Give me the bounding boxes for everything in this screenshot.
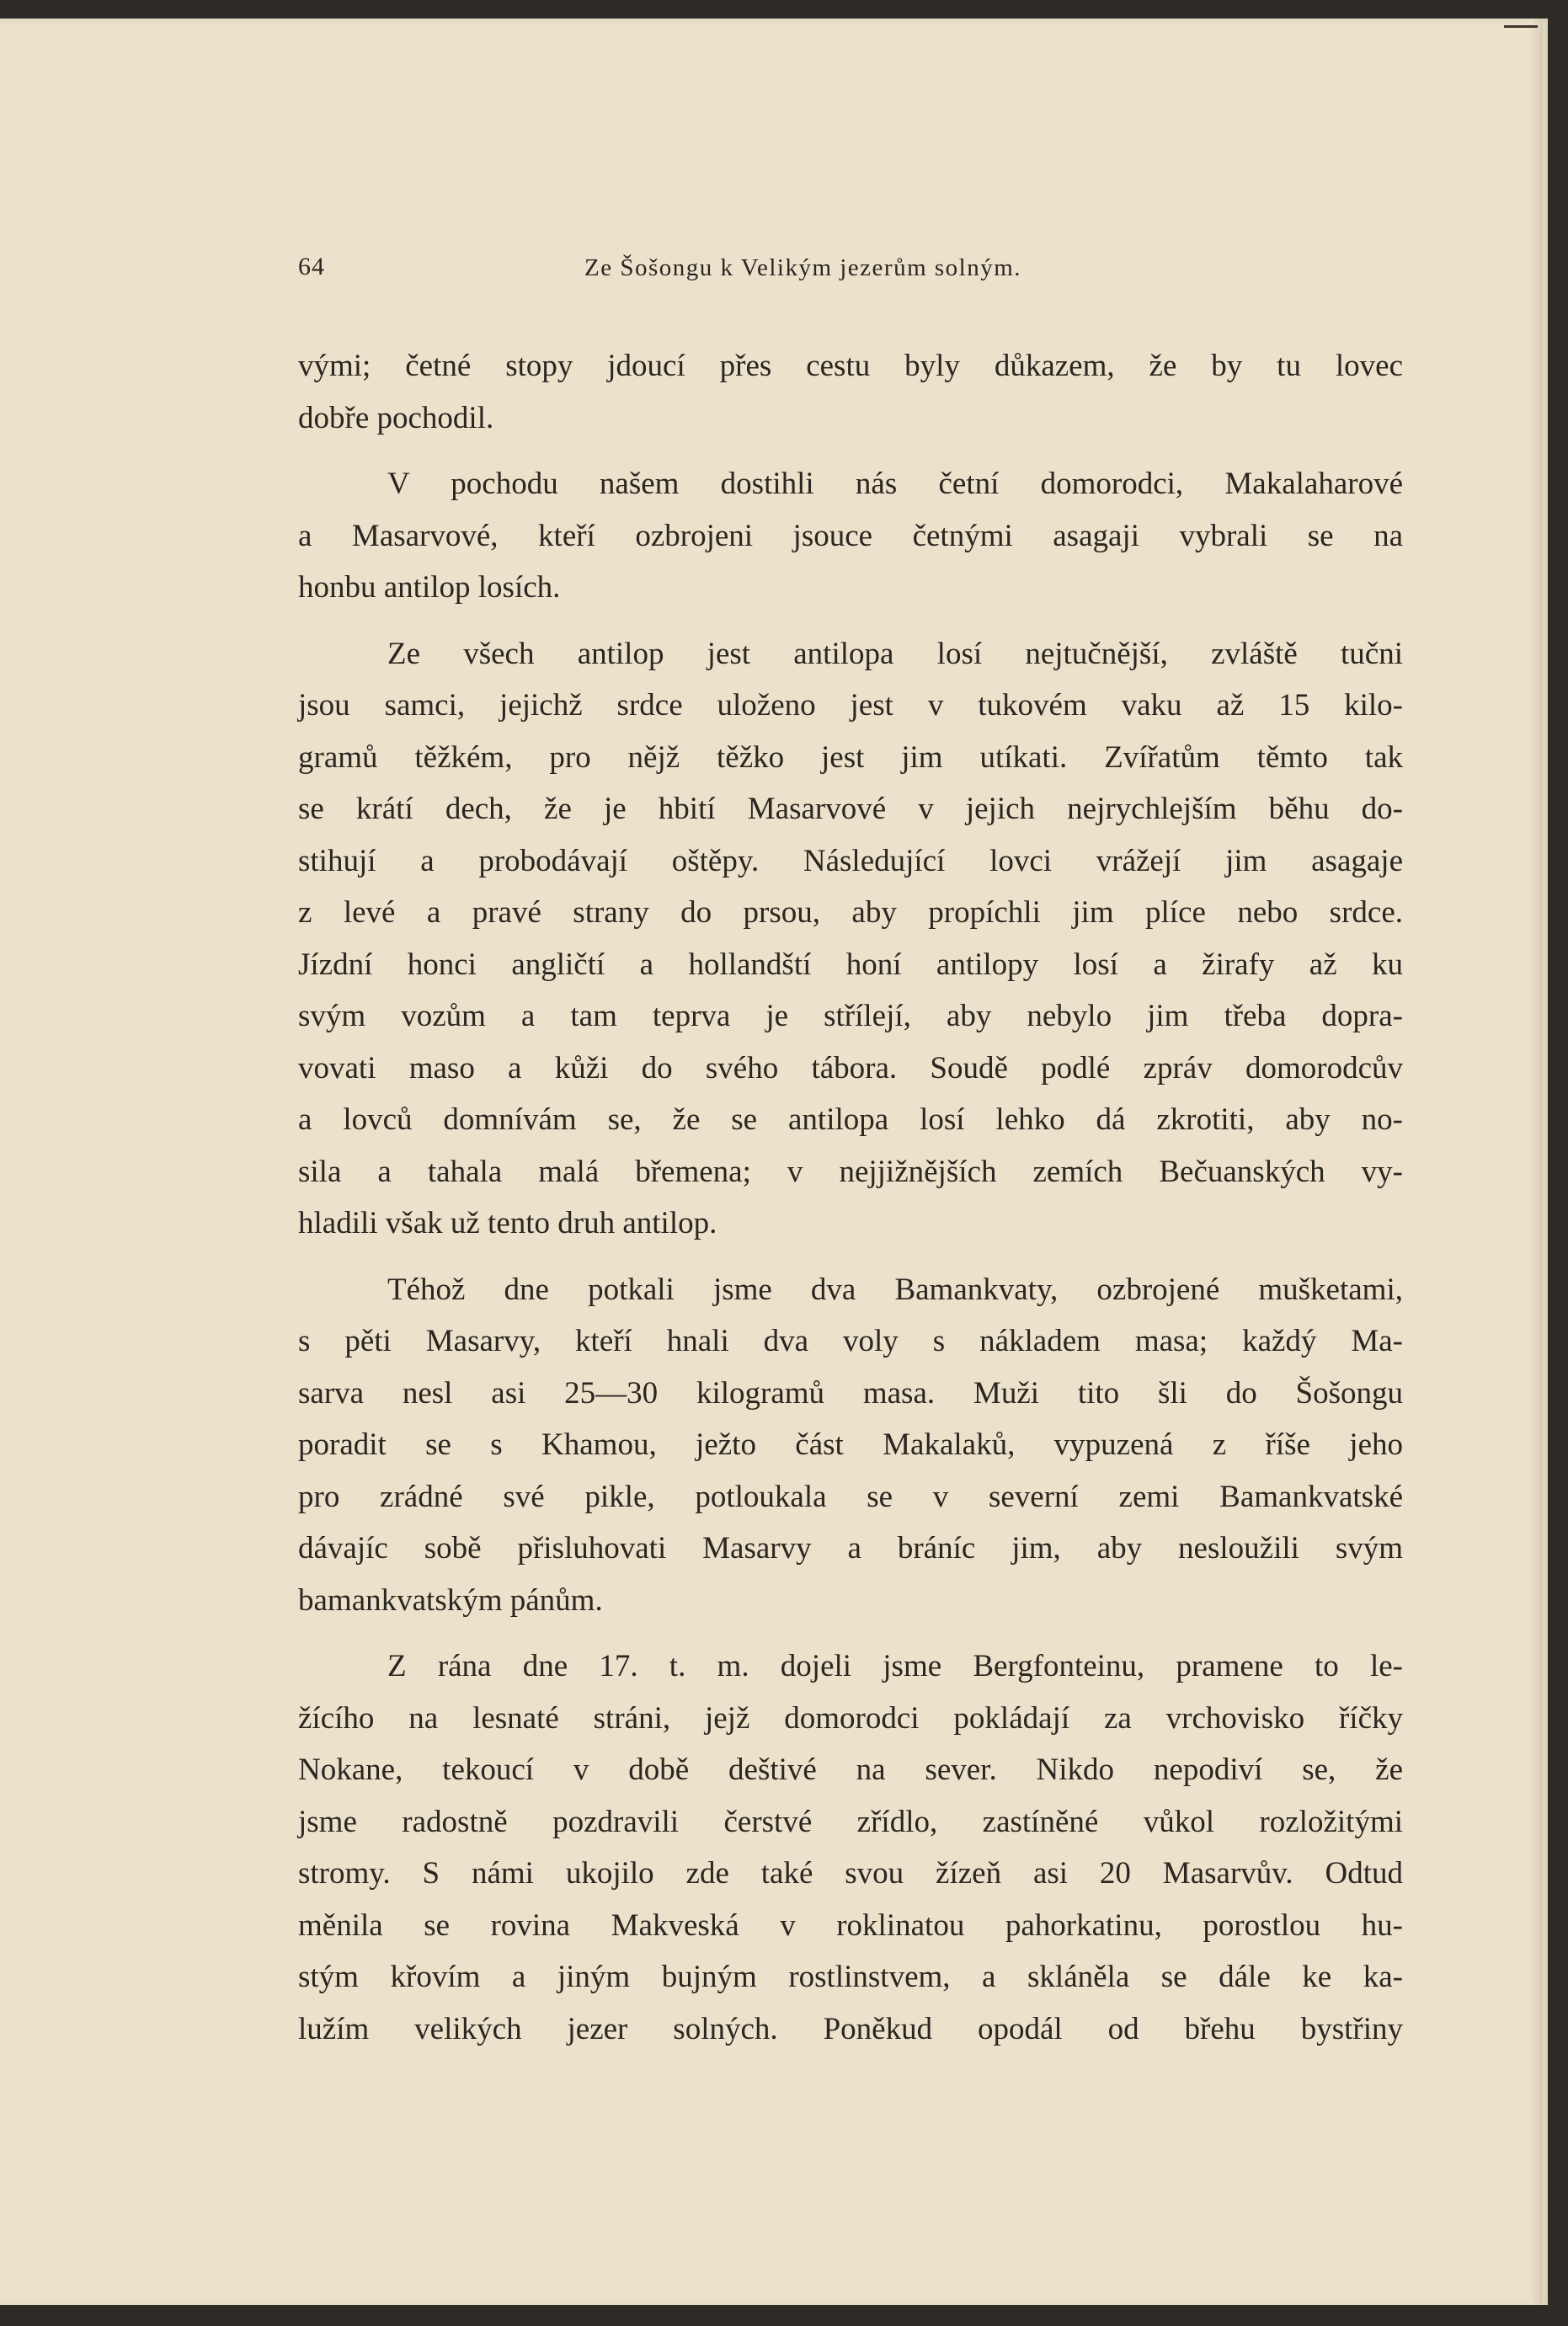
text-line: měnila se rovina Makveská v roklinatou pahorkatinu, porostlou hu- <box>298 1907 1403 1943</box>
page-header <box>298 253 1411 286</box>
text-line: stým křovím a jiným bujným rostlinstvem, a skláněla se dále ke ka- <box>298 1960 1403 1994</box>
paragraph-2 <box>298 458 1403 614</box>
text-line: se krátí dech, že je hbití Masarvové v jejich nejrychlejším běhu do- <box>298 792 1403 826</box>
text-line: poradit se s Khamou, ježto část Makalaků, vypuzená z říše jeho <box>298 1427 1403 1462</box>
text-line: V pochodu našem dostihli nás četní domorodci, Makalaharové <box>387 467 1403 501</box>
text-line: vými; četné stopy jdoucí přes cestu byly důkazem, že by tu lovec <box>298 349 1403 383</box>
paragraph-3 <box>298 628 1403 1250</box>
text-line: Z rána dne 17. t. m. dojeli jsme Bergfonteinu, pramene to le- <box>387 1649 1403 1683</box>
page-number: 64 <box>298 253 325 280</box>
page-edge <box>1529 19 1543 2305</box>
text-line: Téhož dne potkali jsme dva Bamankvaty, ozbrojené mušketami, <box>387 1272 1403 1307</box>
text-line: hladili však už tento druh antilop. <box>298 1206 717 1240</box>
text-line: Ze všech antilop jest antilopa losí nejtučnější, zvláště tučni <box>387 636 1403 671</box>
text-line: s pěti Masarvy, kteří hnali dva voly s nákladem masa; každý Ma- <box>298 1324 1403 1358</box>
text-line: vovati maso a kůži do svého tábora. Soudě podlé zpráv domorodcův <box>298 1050 1403 1086</box>
text-line: z levé a pravé strany do prsou, aby propíchli jim plíce nebo srdce. <box>298 895 1403 930</box>
text-line: Nokane, tekoucí v době deštivé na sever. Nikdo nepodiví se, že <box>298 1753 1403 1787</box>
text-line: gramů těžkém, pro nějž těžko jest jim utíkati. Zvířatům těmto tak <box>298 739 1403 775</box>
running-title: Ze Šošongu k Velikým jezerům solným. <box>584 254 1022 281</box>
text-line: honbu antilop losích. <box>298 570 561 605</box>
text-line: žícího na lesnaté stráni, jejž domorodci pokládají za vrchovisko říčky <box>298 1700 1403 1736</box>
paragraph-4 <box>298 1264 1403 1627</box>
text-line: sila a tahala malá břemena; v nejjižnějších zemích Bečuanských vy- <box>298 1154 1403 1189</box>
text-line: sarva nesl asi 25—30 kilogramů masa. Muži tito šli do Šošongu <box>298 1375 1403 1411</box>
edge-mark <box>1504 25 1538 28</box>
text-line: svým vozům a tam teprva je střílejí, aby nebylo jim třeba dopra- <box>298 999 1403 1033</box>
body-text <box>298 340 1403 2055</box>
text-line: a Masarvové, kteří ozbrojeni jsouce četnými asagaji vybrali se na <box>298 518 1403 553</box>
text-line: lužím velikých jezer solných. Poněkud opodál od břehu bystřiny <box>298 2011 1403 2046</box>
text-line: stromy. S námi ukojilo zde také svou žízeň asi 20 Masarvův. Odtud <box>298 1856 1403 1891</box>
text-line: jsou samci, jejichž srdce uloženo jest v tukovém vaku až 15 kilo- <box>298 688 1403 723</box>
paragraph-5 <box>298 1640 1403 2055</box>
text-line: pro zrádné své pikle, potloukala se v severní zemi Bamankvatské <box>298 1479 1403 1514</box>
paragraph-1 <box>298 340 1403 444</box>
text-line: a lovců domnívám se, že se antilopa losí lehko dá zkrotiti, aby no- <box>298 1102 1403 1137</box>
text-line: bamankvatským pánům. <box>298 1582 603 1618</box>
text-line: jsme radostně pozdravili čerstvé zřídlo, zastíněné vůkol rozložitými <box>298 1804 1403 1839</box>
text-line: Jízdní honci angličtí a hollandští honí antilopy losí a žirafy až ku <box>298 947 1403 982</box>
book-page <box>0 19 1548 2305</box>
text-line: stihují a probodávají oštěpy. Následující lovci vrážejí jim asagaje <box>298 843 1403 878</box>
text-line: dávajíc sobě přisluhovati Masarvy a bráníc jim, aby nesloužili svým <box>298 1531 1403 1566</box>
text-line: dobře pochodil. <box>298 400 494 435</box>
